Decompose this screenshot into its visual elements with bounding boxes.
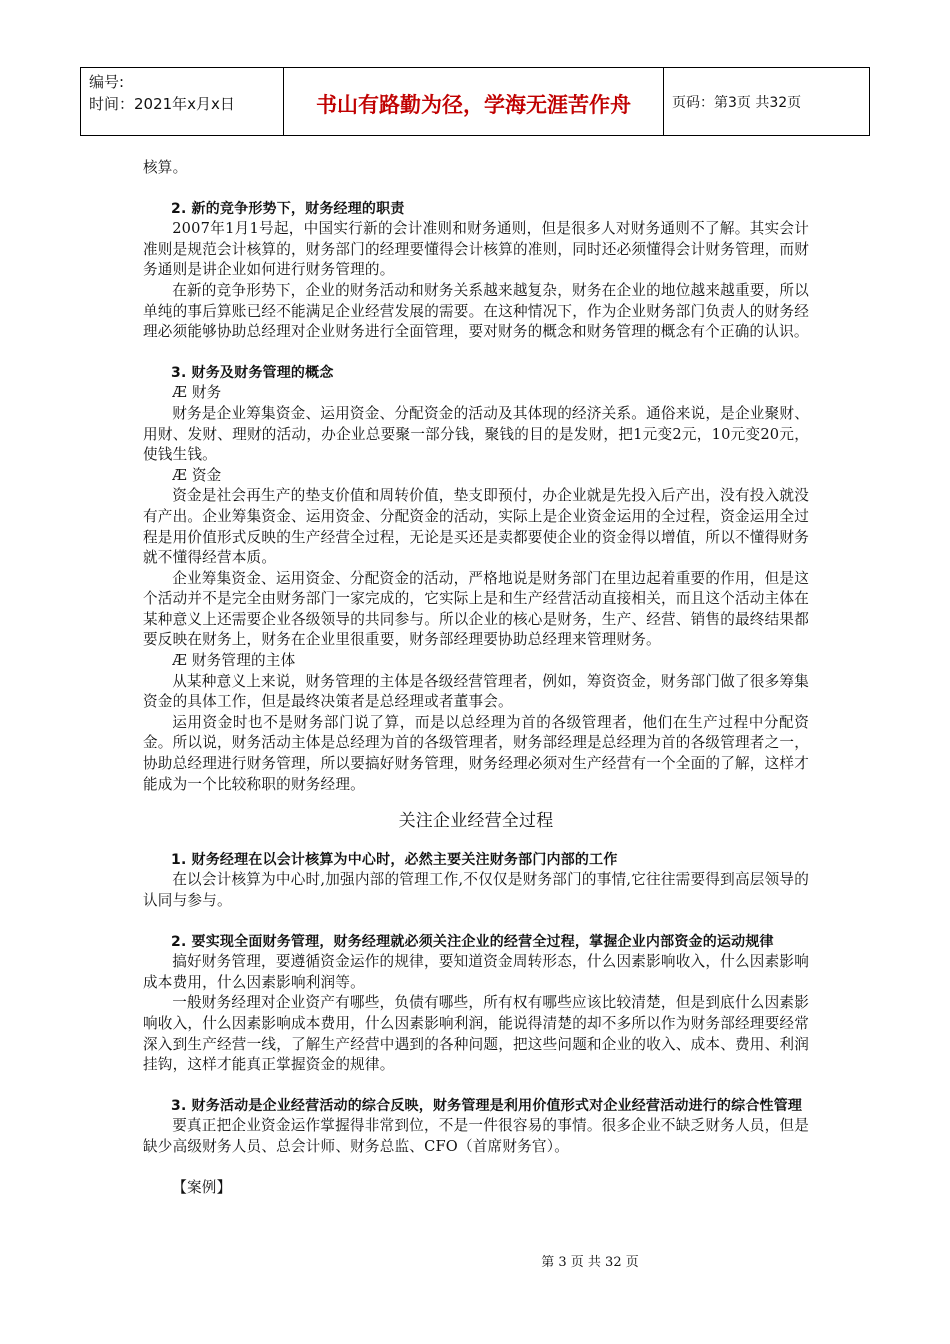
bullet-item: Æ 财务 [172, 384, 222, 402]
section-title: 关注企业经营全过程 [398, 811, 554, 832]
paragraph: 运用资金时也不是财务部门说了算，而是以总经理为首的各级管理者，他们在生产过程中分配资金。所以说，财务活动主体是总经理为首的各级管理者，财务部经理是总经理为首的各级管理者之一，协助总经理进行财务管理，所以要搞好财务管理，财务经理必须对生产经营有一个全面的了解，这样才能成为一个比较称职的财务经理。 [143, 713, 809, 793]
paragraph: 财务是企业筹集资金、运用资金、分配资金的活动及其体现的经济关系。通俗来说，是企业聚财、用财、发财、理财的活动，办企业总要聚一部分钱，聚钱的目的是发财，把1元变2元，10元变20元，使钱生钱。 [143, 404, 809, 464]
doc-time-label: 时间：2021年x月x日 [89, 95, 235, 113]
header-page-info: 页码：第3页 共32页 [672, 94, 802, 111]
document-body [143, 158, 809, 1198]
section-heading: 3. 财务活动是企业经营活动的综合反映，财务管理是利用价值形式对企业经营活动进行的综合性管理 [171, 1097, 803, 1114]
section-heading: 3. 财务及财务管理的概念 [171, 364, 334, 381]
case-label: 【案例】 [172, 1178, 232, 1196]
paragraph: 在以会计核算为中心时,加强内部的管理工作,不仅仅是财务部门的事情,它往往需要得到高层领导的认同与参与。 [143, 871, 809, 909]
paragraph: 在新的竞争形势下，企业的财务活动和财务关系越来越复杂，财务在企业的地位越来越重要，所以单纯的事后算账已经不能满足企业经营发展的需要。在这种情况下，作为企业财务部门负责人的财务经理必须能够协助总经理对企业财务进行全面管理，要对财务的概念和财务管理的概念有个正确的认识。 [143, 281, 809, 341]
section-heading: 2. 要实现全面财务管理，财务经理就必须关注企业的经营全过程，掌握企业内部资金的运动规律 [171, 933, 774, 950]
paragraph: 从某种意义上来说，财务管理的主体是各级经营管理者，例如，筹资资金，财务部门做了很多筹集资金的具体工作，但是最终决策者是总经理或者董事会。 [143, 672, 809, 711]
paragraph: 企业筹集资金、运用资金、分配资金的活动，严格地说是财务部门在里边起着重要的作用，但是这个活动并不是完全由财务部门一家完成的，它实际上是和生产经营活动直接相关，而且这个活动主体在某种意义上还需要企业各级领导的共同参与。所以企业的核心是财务，生产、经营、销售的最终结果都要反映在财务上，财务在企业里很重要，财务部经理要协助总经理来管理财务。 [143, 569, 809, 649]
section-heading: 2. 新的竞争形势下，财务经理的职责 [171, 200, 405, 217]
paragraph: 核算。 [143, 159, 188, 176]
paragraph: 2007年1月1号起，中国实行新的会计准则和财务通则，但是很多人对财务通则不了解。其实会计准则是规范会计核算的，财务部门的经理要懂得会计核算的准则，同时还必须懂得会计财务管理，而财务通则是讲企业如何进行财务管理的。 [143, 220, 809, 279]
header-meta [81, 68, 284, 135]
bullet-item: Æ 资金 [172, 466, 222, 484]
paragraph: 要真正把企业资金运作掌握得非常到位，不是一件很容易的事情。很多企业不缺乏财务人员，但是缺少高级财务人员、总会计师、财务总监、CFO（首席财务官）。 [143, 1117, 809, 1155]
doc-number-label: 编号: [89, 73, 125, 91]
paragraph: 资金是社会再生产的垫支价值和周转价值，垫支即预付，办企业就是先投入后产出，没有投入就没有产出。企业筹集资金、运用资金、分配资金的活动，实际上是企业资金运用的全过程，资金运用全过程是用价值形式反映的生产经营全过程，无论是买还是卖都要使企业的资金得以增值，所以不懂得财务就不懂得经营本质。 [143, 487, 809, 567]
paragraph: 搞好财务管理，要遵循资金运作的规律，要知道资金周转形态，什么因素影响收入，什么因素影响成本费用，什么因素影响利润等。 [143, 953, 809, 991]
page-footer: 第 3 页 共 32 页 [541, 1255, 639, 1270]
section-heading: 1. 财务经理在以会计核算为中心时，必然主要关注财务部门内部的工作 [171, 851, 618, 868]
paragraph: 一般财务经理对企业资产有哪些，负债有哪些，所有权有哪些应该比较清楚，但是到底什么因素影响收入，什么因素影响成本费用，什么因素影响利润，能说得清楚的却不多所以作为财务部经理要经常深入到生产经营一线，了解生产经营中遇到的各种问题，把这些问题和企业的收入、成本、费用、利润挂钩，这样才能真正掌握资金的规律。 [143, 994, 809, 1074]
header-motto: 书山有路勤为径，学海无涯苦作舟 [284, 68, 664, 135]
bullet-item: Æ 财务管理的主体 [172, 652, 296, 670]
header-table [80, 67, 870, 136]
